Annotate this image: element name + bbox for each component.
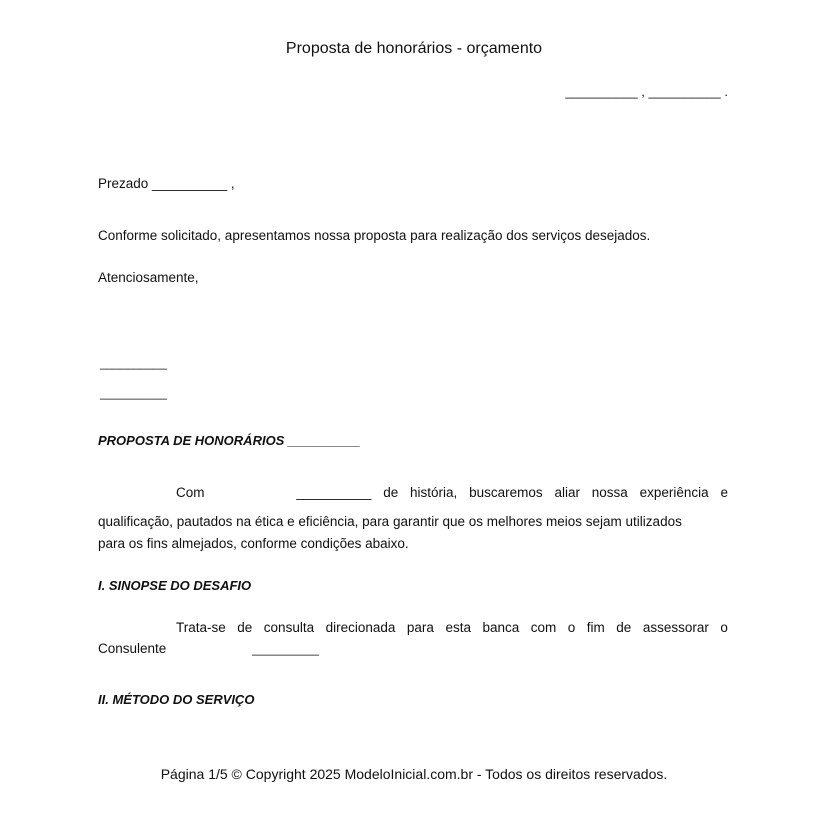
- word: o: [720, 620, 728, 635]
- word: de: [237, 620, 253, 635]
- word: Trata-se: [176, 620, 226, 635]
- page-footer: Página 1/5 © Copyright 2025 ModeloInicial.com.br - Todos os direitos reservados.: [160, 766, 668, 782]
- word: direcionada: [325, 620, 396, 635]
- word: esta: [445, 620, 471, 635]
- signature-line-2: __________: [100, 386, 167, 400]
- blank-field: __________: [296, 485, 372, 500]
- word: o: [567, 620, 576, 635]
- experience-line-1: [176, 485, 728, 500]
- closing: Atenciosamente,: [98, 270, 199, 285]
- blank-field: __________: [252, 642, 319, 656]
- word: de: [616, 620, 632, 635]
- word: assessorar: [642, 620, 709, 635]
- word: de: [383, 485, 399, 500]
- signature-line-1: __________: [100, 356, 167, 370]
- word: para: [406, 620, 434, 635]
- experience-line-3: para os fins almejados, conforme condições abaixo.: [98, 536, 409, 551]
- word: fim: [586, 620, 605, 635]
- experience-line-2: qualificação, pautados na ética e eficiência, para garantir que os melhores meios sejam utilizados: [98, 514, 682, 529]
- word: Com: [176, 485, 205, 500]
- proposal-heading: PROPOSTA DE HONORÁRIOS __________: [98, 433, 361, 448]
- consulente-label: Consulente: [98, 641, 167, 656]
- word: e: [720, 485, 728, 500]
- word: nossa: [591, 485, 628, 500]
- word: banca: [482, 620, 520, 635]
- word: aliar: [554, 485, 580, 500]
- word: consulta: [263, 620, 315, 635]
- section-1-line-1: [176, 620, 728, 635]
- date-line: __________ , __________ .: [565, 84, 728, 99]
- word: história,: [410, 485, 458, 500]
- document-title: Proposta de honorários - orçamento: [285, 40, 543, 57]
- intro-paragraph: Conforme solicitado, apresentamos nossa proposta para realização dos serviços desejados.: [98, 228, 651, 243]
- section-1-heading: I. SINOPSE DO DESAFIO: [98, 578, 252, 593]
- word: buscaremos: [469, 485, 543, 500]
- word: experiência: [639, 485, 709, 500]
- section-2-heading: II. MÉTODO DO SERVIÇO: [98, 692, 255, 707]
- section-1-line-2: [98, 641, 319, 656]
- word: com: [530, 620, 557, 635]
- salutation: Prezado __________ ,: [98, 176, 235, 191]
